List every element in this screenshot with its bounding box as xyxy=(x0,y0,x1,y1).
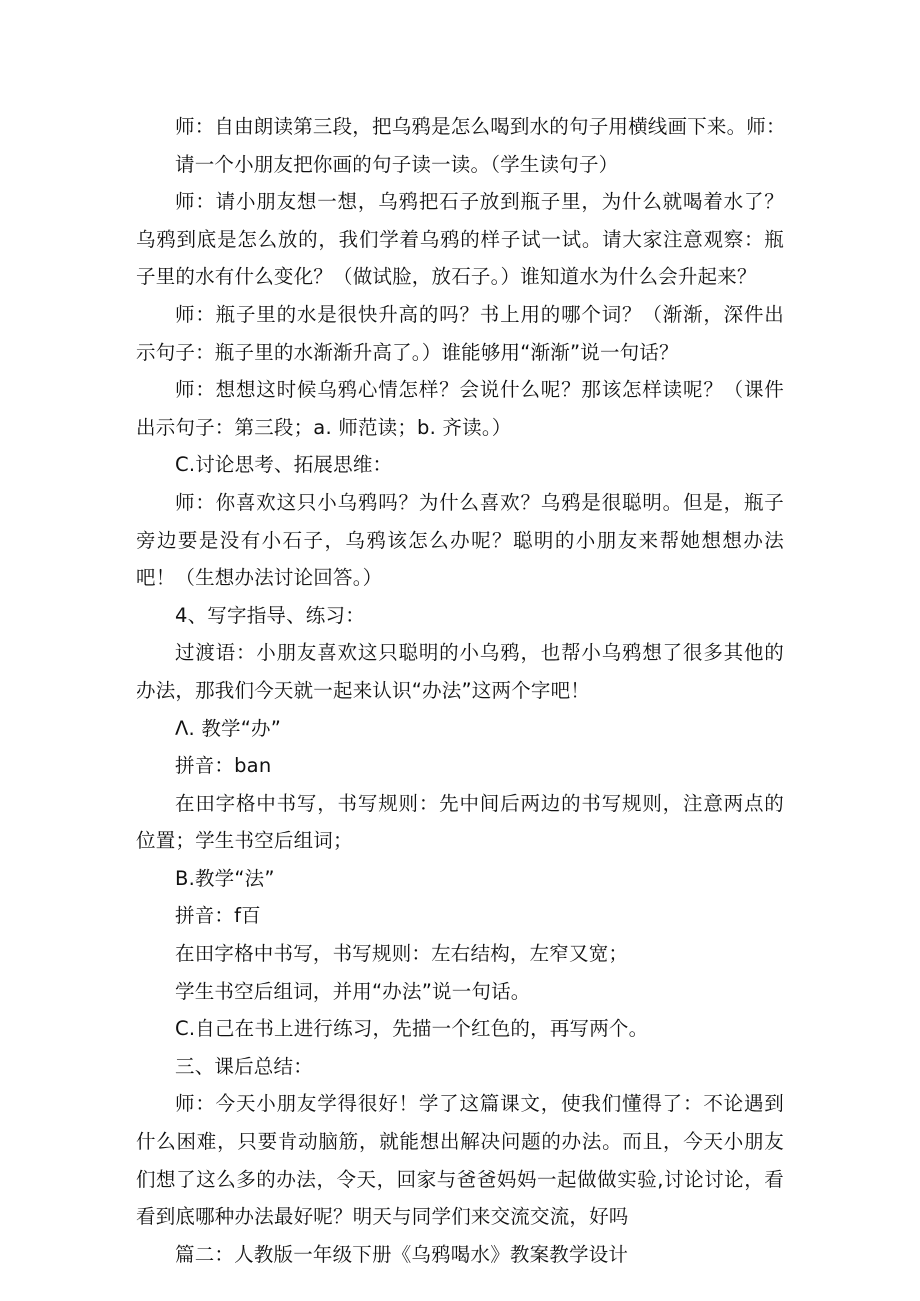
paragraph-11: C.自己在书上进行练习，先描一个红色的，再写两个。 xyxy=(175,1017,649,1041)
paragraph-1: 师：自由朗读第三段，把乌鸦是怎么喝到水的句子用横线画下来。师： xyxy=(175,115,786,138)
pinyin-ban: 拼音：ban xyxy=(175,754,272,778)
paragraph-6: 师：你喜欢这只小乌鸦吗？为什么喜欢？乌鸦是很聪明。但是，瓶子旁边要是没有小石子，乌鸦该怎么办呢？聪明的小朋友来帮她想想办法吧！（生想办法讨论回答。） xyxy=(136,490,784,590)
section-heading-writing-practice: 4、写字指导、练习： xyxy=(175,603,365,627)
paragraph-10: 学生书空后组词，并用“办法”说一句话。 xyxy=(175,979,531,1003)
paragraph-12: 师：今天小朋友学得很好！学了这篇课文，使我们懂得了：不论遇到什么困难，只要肯动脑筋，就能想出解决问题的办法。而且，今天小朋友们想了这么多的办法，令天，回家与爸爸妈妈一起做做实验,讨论讨论，看看到底哪种办法最好呢？明天与同学们来交流交流，好吗 xyxy=(136,1092,784,1229)
pinyin-fa: 拼音：f百 xyxy=(175,904,261,928)
document-body xyxy=(136,108,784,1273)
subheading-teach-ban: Λ. 教学“办” xyxy=(175,716,282,740)
paragraph-7: 过渡语：小朋友喜欢这只聪明的小乌鸦，也帮小乌鸦想了很多其他的办法，那我们今天就一起来认识“办法”这两个字吧！ xyxy=(136,641,784,702)
section-heading-c-discussion: C.讨论思考、拓展思维： xyxy=(175,453,393,477)
section-heading-summary: 三、课后总结： xyxy=(175,1054,313,1078)
paragraph-2: 请一个小朋友把你画的句子读一读。（学生读句子） xyxy=(175,152,619,176)
paragraph-3: 师：请小朋友想一想，乌鸦把石子放到瓶子里，为什么就喝着水了？乌鸦到底是怎么放的，我们学着乌鸦的样子试一试。请大家注意观察：瓶子里的水有什么变化？（做试脸，放石子。）谁知道水为什么会升起来？ xyxy=(136,190,784,289)
paragraph-5: 师：想想这时候乌鸦心情怎样？会说什么呢？那该怎样读呢？（课件出示句子：第三段；a. 师范读；b. 齐读。） xyxy=(136,378,784,439)
paragraph-4: 师：瓶子里的水是很快升高的吗？书上用的哪个词？（渐渐，深件出示句子：瓶子里的水渐渐升高了。）谁能够用“渐渐”说一句话？ xyxy=(136,302,784,364)
paragraph-9: 在田字格中书写，书写规则：左右结构，左窄又宽； xyxy=(175,942,629,966)
paragraph-8: 在田字格中书写，书写规则：先中间后两边的书写规则，注意两点的位置；学生书空后组词； xyxy=(136,791,784,853)
subheading-teach-fa: B.教学“法” xyxy=(175,866,275,890)
paragraph-13: 篇二：人教版一年级下册《乌鸦喝水》教案教学设计 xyxy=(175,1242,629,1266)
